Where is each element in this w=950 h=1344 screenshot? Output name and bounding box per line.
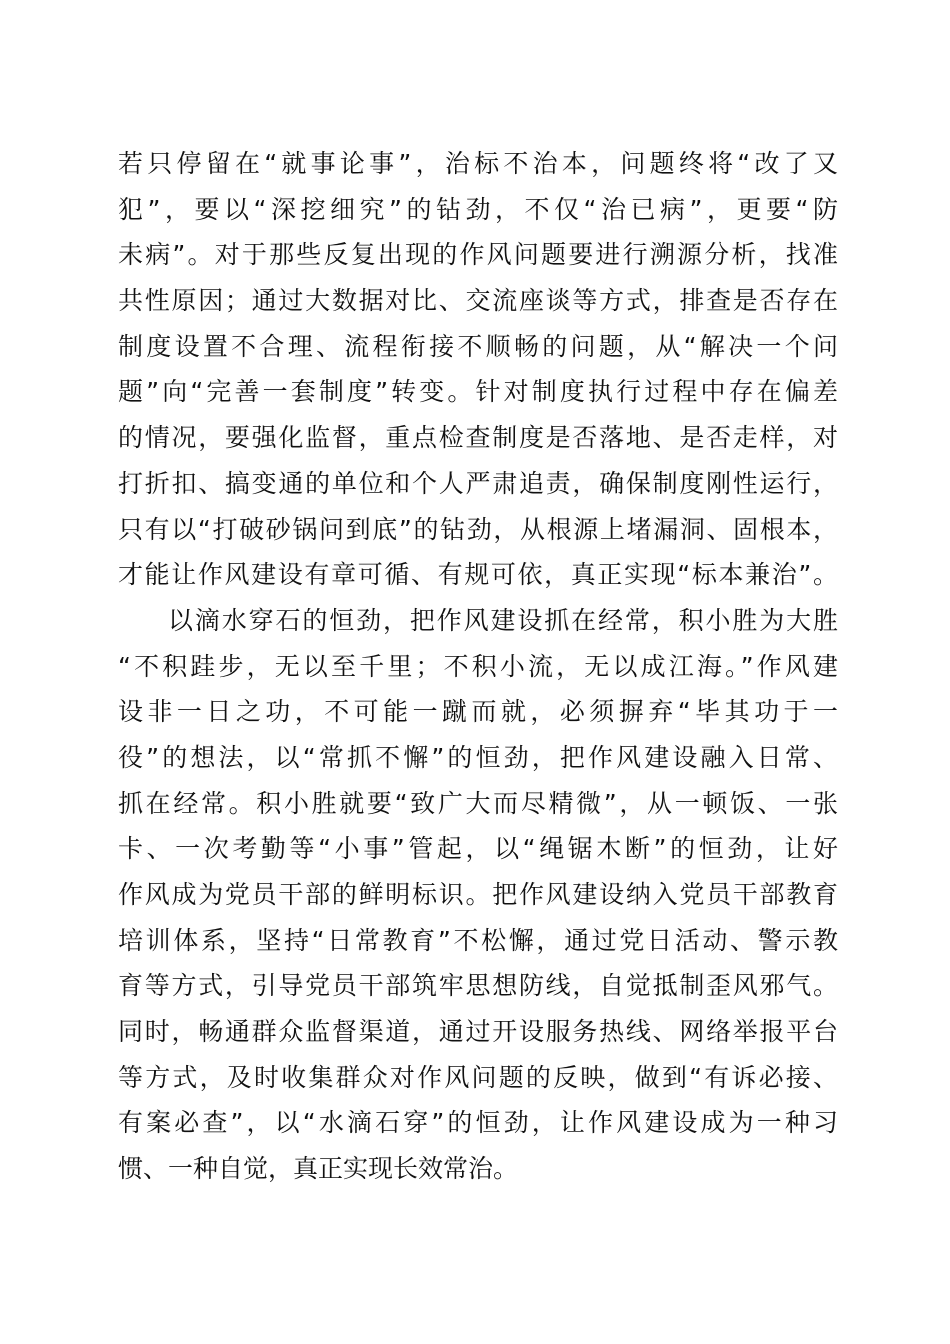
text-line: 等方式，及时收集群众对作风问题的反映，做到“有诉必接、: [118, 1062, 838, 1092]
paragraph-1: [118, 141, 838, 598]
text-line: 未病”。对于那些反复出现的作风问题要进行溯源分析，找准: [118, 240, 838, 270]
text-line: 设非一日之功，不可能一蹴而就，必须摒弃“毕其功于一: [118, 697, 838, 727]
text-line: 题”向“完善一套制度”转变。针对制度执行过程中存在偏差: [118, 377, 838, 407]
text-line: 卡、一次考勤等“小事”管起，以“绳锯木断”的恒劲，让好: [118, 834, 838, 864]
paragraph-2: [118, 598, 838, 1192]
text-line: 育等方式，引导党员干部筑牢思想防线，自觉抵制歪风邪气。: [118, 971, 838, 1001]
paragraph-heading-line: 以滴水穿石的恒劲，把作风建设抓在经常，积小胜为大胜: [168, 605, 838, 635]
text-line: 的情况，要强化监督，重点检查制度是否落地、是否走样，对: [118, 423, 838, 453]
text-line: 培训体系，坚持“日常教育”不松懈，通过党日活动、警示教: [118, 925, 838, 955]
text-line: 抓在经常。积小胜就要“致广大而尽精微”，从一顿饭、一张: [118, 788, 838, 818]
text-line: 同时，畅通群众监督渠道，通过开设服务热线、网络举报平台: [118, 1017, 838, 1047]
text-line: 打折扣、搞变通的单位和个人严肃追责，确保制度刚性运行，: [118, 468, 838, 498]
text-line: 制度设置不合理、流程衔接不顺畅的问题，从“解决一个问: [118, 331, 838, 361]
text-line: 有案必查”，以“水滴石穿”的恒劲，让作风建设成为一种习: [118, 1108, 838, 1138]
text-line: 犯”，要以“深挖细究”的钻劲，不仅“治已病”，更要“防: [118, 194, 838, 224]
text-line: 役”的想法，以“常抓不懈”的恒劲，把作风建设融入日常、: [118, 742, 838, 772]
text-line: “不积跬步，无以至千里；不积小流，无以成江海。”作风建: [118, 651, 838, 681]
text-line: 只有以“打破砂锅问到底”的钻劲，从根源上堵漏洞、固根本，: [118, 514, 838, 544]
document-body: [118, 141, 838, 1192]
text-line: 共性原因；通过大数据对比、交流座谈等方式，排查是否存在: [118, 286, 838, 316]
text-line: 作风成为党员干部的鲜明标识。把作风建设纳入党员干部教育: [118, 880, 838, 909]
text-line: 才能让作风建设有章可循、有规可依，真正实现“标本兼治”。: [118, 560, 838, 590]
text-line: 惯、一种自觉，真正实现长效常治。: [118, 1154, 519, 1184]
text-line: 若只停留在“就事论事”，治标不治本，问题终将“改了又: [118, 149, 838, 178]
